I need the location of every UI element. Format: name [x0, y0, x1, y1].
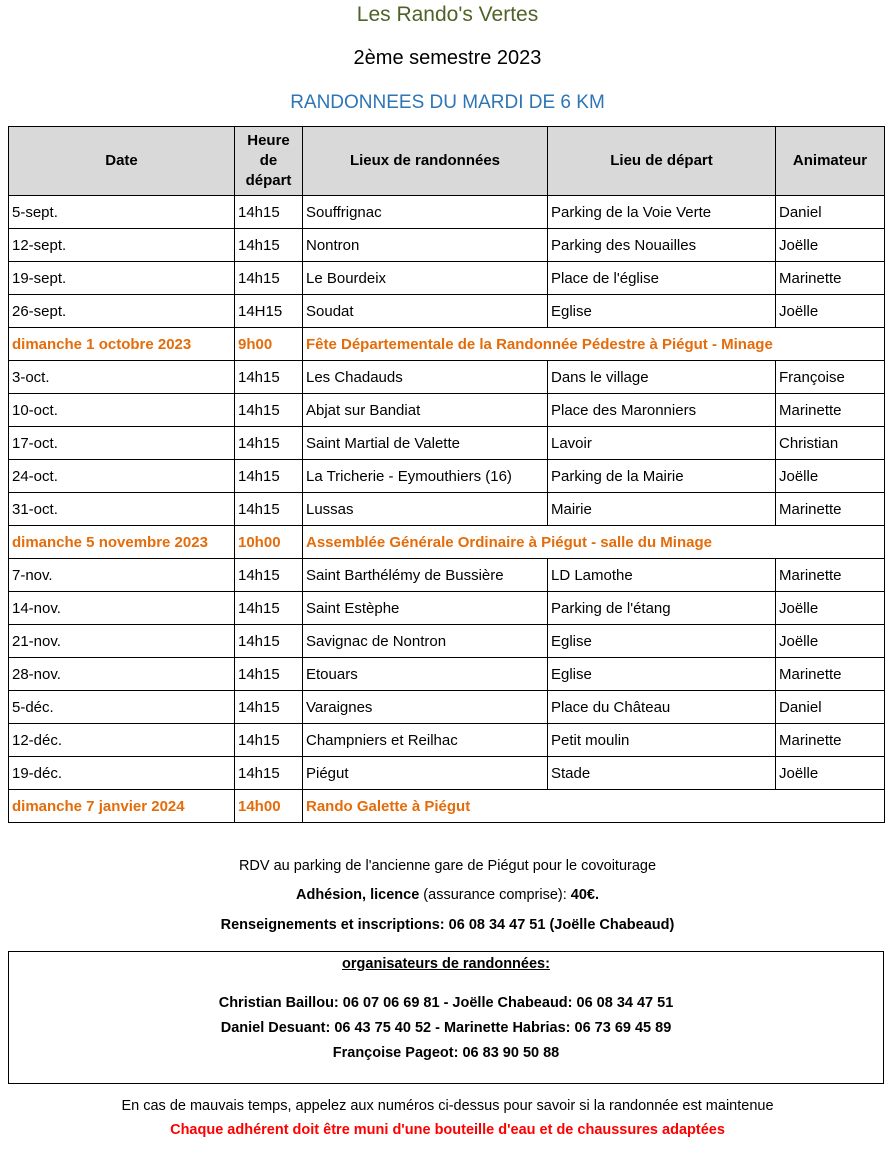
time-cell: 14h15: [235, 625, 303, 658]
time-cell: 14h15: [235, 460, 303, 493]
date-cell: dimanche 1 octobre 2023: [9, 328, 235, 361]
guide-cell: Joëlle: [776, 295, 885, 328]
header-guide: Animateur: [776, 127, 885, 196]
date-cell: 7-nov.: [9, 559, 235, 592]
guide-cell: Daniel: [776, 691, 885, 724]
table-row: [9, 229, 885, 262]
time-cell: 10h00: [235, 526, 303, 559]
guide-cell: Daniel: [776, 196, 885, 229]
time-cell: 14h15: [235, 196, 303, 229]
date-cell: 12-déc.: [9, 724, 235, 757]
time-cell: 14h15: [235, 427, 303, 460]
date-cell: 26-sept.: [9, 295, 235, 328]
organizers-box: [8, 951, 884, 1084]
fee-note: (assurance comprise):: [419, 887, 571, 903]
time-cell: 14h15: [235, 493, 303, 526]
organizer-line: Daniel Desuant: 06 43 75 40 52 - Marinette Habrias: 06 73 69 45 89: [220, 1020, 672, 1036]
place-cell: Varaignes: [303, 691, 548, 724]
schedule-body: [9, 196, 885, 823]
time-cell: 14H15: [235, 295, 303, 328]
carpool-note: RDV au parking de l'ancienne gare de Piégut pour le covoiturage: [238, 858, 657, 874]
guide-cell: Joëlle: [776, 757, 885, 790]
event-row: [9, 790, 885, 823]
date-cell: 19-sept.: [9, 262, 235, 295]
equipment-warning: Chaque adhérent doit être muni d'une bouteille d'eau et de chaussures adaptées: [170, 1122, 725, 1138]
fee-label: Adhésion, licence: [295, 887, 420, 903]
club-title: Les Rando's Vertes: [356, 3, 539, 26]
start-location-cell: Place de l'église: [548, 262, 776, 295]
table-row: [9, 625, 885, 658]
table-row: [9, 427, 885, 460]
start-location-cell: Stade: [548, 757, 776, 790]
start-location-cell: Eglise: [548, 658, 776, 691]
place-cell: Etouars: [303, 658, 548, 691]
date-cell: 28-nov.: [9, 658, 235, 691]
start-location-cell: Eglise: [548, 625, 776, 658]
header-time: Heure de départ: [235, 127, 303, 196]
place-cell: Le Bourdeix: [303, 262, 548, 295]
date-cell: 10-oct.: [9, 394, 235, 427]
table-row: [9, 460, 885, 493]
date-cell: 12-sept.: [9, 229, 235, 262]
table-row: [9, 724, 885, 757]
table-row: [9, 658, 885, 691]
table-row: [9, 757, 885, 790]
guide-cell: Françoise: [776, 361, 885, 394]
time-cell: 14h15: [235, 229, 303, 262]
organizer-line: Françoise Pageot: 06 83 90 50 88: [332, 1045, 560, 1061]
time-cell: 14h15: [235, 262, 303, 295]
place-cell: Souffrignac: [303, 196, 548, 229]
event-description-cell: Rando Galette à Piégut: [303, 790, 885, 823]
start-location-cell: Place du Château: [548, 691, 776, 724]
table-row: [9, 559, 885, 592]
table-row: [9, 361, 885, 394]
start-location-cell: LD Lamothe: [548, 559, 776, 592]
organizers-title: organisateurs de randonnées:: [342, 956, 550, 972]
date-cell: 24-oct.: [9, 460, 235, 493]
place-cell: Champniers et Reilhac: [303, 724, 548, 757]
guide-cell: Joëlle: [776, 460, 885, 493]
date-cell: 5-sept.: [9, 196, 235, 229]
guide-cell: Marinette: [776, 658, 885, 691]
guide-cell: Marinette: [776, 724, 885, 757]
place-cell: La Tricherie - Eymouthiers (16): [303, 460, 548, 493]
table-row: [9, 196, 885, 229]
header-place: Lieux de randonnées: [303, 127, 548, 196]
table-row: [9, 394, 885, 427]
start-location-cell: Place des Maronniers: [548, 394, 776, 427]
event-row: [9, 526, 885, 559]
time-cell: 14h15: [235, 724, 303, 757]
place-cell: Saint Barthélémy de Bussière: [303, 559, 548, 592]
guide-cell: Marinette: [776, 559, 885, 592]
guide-cell: Joëlle: [776, 592, 885, 625]
time-cell: 9h00: [235, 328, 303, 361]
table-row: [9, 262, 885, 295]
start-location-cell: Lavoir: [548, 427, 776, 460]
schedule-table: [8, 126, 885, 823]
table-header-row: [9, 127, 885, 196]
place-cell: Abjat sur Bandiat: [303, 394, 548, 427]
start-location-cell: Mairie: [548, 493, 776, 526]
table-row: [9, 592, 885, 625]
guide-cell: Christian: [776, 427, 885, 460]
time-cell: 14h15: [235, 658, 303, 691]
start-location-cell: Parking de la Voie Verte: [548, 196, 776, 229]
place-cell: Saint Martial de Valette: [303, 427, 548, 460]
time-cell: 14h15: [235, 592, 303, 625]
semester-title: 2ème semestre 2023: [353, 47, 542, 69]
fee-amount: 40€.: [570, 887, 600, 903]
date-cell: 17-oct.: [9, 427, 235, 460]
event-description-cell: Fête Départementale de la Randonnée Pédestre à Piégut - Minage: [303, 328, 885, 361]
date-cell: 14-nov.: [9, 592, 235, 625]
organizer-line: Christian Baillou: 06 07 06 69 81 - Joëlle Chabeaud: 06 08 34 47 51: [218, 995, 674, 1011]
time-cell: 14h15: [235, 361, 303, 394]
header-date: Date: [9, 127, 235, 196]
guide-cell: Marinette: [776, 493, 885, 526]
event-description-cell: Assemblée Générale Ordinaire à Piégut - salle du Minage: [303, 526, 885, 559]
guide-cell: Joëlle: [776, 625, 885, 658]
table-row: [9, 691, 885, 724]
place-cell: Soudat: [303, 295, 548, 328]
guide-cell: Marinette: [776, 394, 885, 427]
date-cell: 19-déc.: [9, 757, 235, 790]
place-cell: Nontron: [303, 229, 548, 262]
event-row: [9, 328, 885, 361]
contact-line: Renseignements et inscriptions: 06 08 34 47 51 (Joëlle Chabeaud): [220, 917, 675, 933]
date-cell: 5-déc.: [9, 691, 235, 724]
table-row: [9, 493, 885, 526]
weather-note: En cas de mauvais temps, appelez aux numéros ci-dessus pour savoir si la randonnée est maintenue: [121, 1098, 774, 1114]
place-cell: Piégut: [303, 757, 548, 790]
start-location-cell: Eglise: [548, 295, 776, 328]
guide-cell: Marinette: [776, 262, 885, 295]
time-cell: 14h00: [235, 790, 303, 823]
date-cell: 21-nov.: [9, 625, 235, 658]
date-cell: 3-oct.: [9, 361, 235, 394]
time-cell: 14h15: [235, 757, 303, 790]
date-cell: 31-oct.: [9, 493, 235, 526]
date-cell: dimanche 5 novembre 2023: [9, 526, 235, 559]
start-location-cell: Petit moulin: [548, 724, 776, 757]
start-location-cell: Parking des Nouailles: [548, 229, 776, 262]
place-cell: Savignac de Nontron: [303, 625, 548, 658]
header-start: Lieu de départ: [548, 127, 776, 196]
time-cell: 14h15: [235, 394, 303, 427]
time-cell: 14h15: [235, 691, 303, 724]
place-cell: Saint Estèphe: [303, 592, 548, 625]
date-cell: dimanche 7 janvier 2024: [9, 790, 235, 823]
time-cell: 14h15: [235, 559, 303, 592]
membership-fee: [0, 887, 895, 903]
start-location-cell: Parking de la Mairie: [548, 460, 776, 493]
place-cell: Lussas: [303, 493, 548, 526]
table-row: [9, 295, 885, 328]
schedule-subtitle: RANDONNEES DU MARDI DE 6 KM: [290, 92, 605, 113]
guide-cell: Joëlle: [776, 229, 885, 262]
start-location-cell: Dans le village: [548, 361, 776, 394]
start-location-cell: Parking de l'étang: [548, 592, 776, 625]
place-cell: Les Chadauds: [303, 361, 548, 394]
